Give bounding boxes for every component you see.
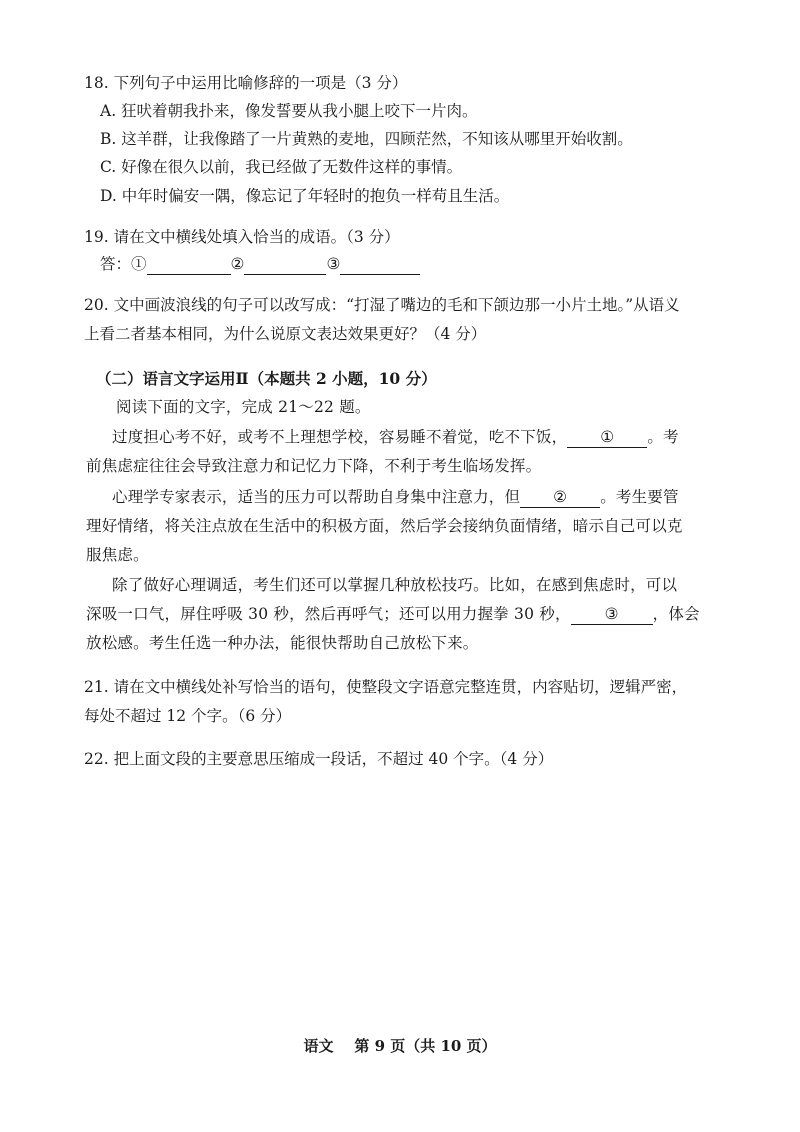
question-21-line-2: 每处不超过 12 个字。（6 分） — [84, 707, 292, 725]
passage-p3-line-1: 除了做好心理调适，考生们还可以掌握几种放松技巧。比如，在感到焦虑时，可以 — [112, 576, 678, 594]
passage-text: ，体会 — [652, 605, 700, 623]
passage-text: 。考生要管 — [600, 488, 679, 506]
question-22-stem: 22. 把上面文段的主要意思压缩成一段话，不超过 40 个字。（4 分） — [84, 750, 554, 768]
section-2-intro: 阅读下面的文字，完成 21～22 题。 — [116, 398, 371, 416]
answer-prefix: 答： — [100, 255, 132, 273]
passage-text: 过度担心考不好，或考不上理想学校，容易睡不着觉，吃不下饭， — [112, 428, 568, 446]
answer-mark-1: ① — [131, 255, 147, 273]
question-21-line-1: 21. 请在文中横线处补写恰当的语句，使整段文字语意完整连贯，内容贴切，逻辑严密， — [84, 678, 688, 696]
answer-mark-3: ③ — [326, 255, 341, 273]
passage-p2-line-3: 服焦虑。 — [86, 546, 149, 564]
section-2-title: （二）语言文字运用Ⅱ（本题共 2 小题，10 分） — [96, 369, 437, 388]
answer-blank-1 — [147, 257, 231, 275]
question-19-answer-line — [100, 257, 420, 275]
footer-subject: 语文 — [303, 1037, 334, 1055]
question-20-line-2: 上看二者基本相同，为什么说原文表达效果更好？（4 分） — [84, 325, 487, 343]
page-footer — [0, 1039, 800, 1054]
passage-p2-line-1 — [112, 490, 679, 508]
question-18-stem: 18. 下列句子中运用比喻修辞的一项是（3 分） — [84, 74, 408, 92]
question-18-option-d: D. 中年时偏安一隅，像忘记了年轻时的抱负一样苟且生活。 — [100, 187, 510, 205]
answer-mark-2: ② — [230, 255, 245, 273]
passage-p1-line-1 — [112, 430, 679, 448]
passage-text: 深吸一口气，屏住呼吸 30 秒，然后再呼气；还可以用力握拳 30 秒， — [86, 605, 571, 623]
passage-blank-1: ① — [567, 430, 647, 448]
answer-blank-2 — [244, 257, 326, 275]
footer-page-number: 第 9 页（共 10 页） — [354, 1037, 497, 1055]
question-18-option-b: B. 这羊群，让我像踏了一片黄熟的麦地，四顾茫然，不知该从哪里开始收割。 — [100, 130, 633, 148]
passage-text: 。考 — [647, 428, 679, 446]
passage-p3-line-2 — [86, 607, 700, 625]
passage-p1-line-2: 前焦虑症往往会导致注意力和记忆力下降，不利于考生临场发挥。 — [86, 457, 542, 475]
answer-blank-3 — [340, 257, 420, 275]
passage-p3-line-3: 放松感。考生任选一种办法，能很快帮助自己放松下来。 — [86, 634, 479, 652]
question-19-stem: 19. 请在文中横线处填入恰当的成语。（3 分） — [84, 228, 400, 246]
passage-p2-line-2: 理好情绪，将关注点放在生活中的积极方面，然后学会接纳负面情绪，暗示自己可以克 — [86, 517, 683, 535]
passage-blank-2: ② — [520, 490, 600, 508]
question-20-line-1: 20. 文中画波浪线的句子可以改写成：“打湿了嘴边的毛和下颌边那一小片土地。”从语义 — [84, 296, 680, 314]
question-18-option-c: C. 好像在很久以前，我已经做了无数件这样的事情。 — [100, 158, 463, 176]
passage-text: 心理学专家表示，适当的压力可以帮助自身集中注意力，但 — [112, 488, 521, 506]
passage-blank-3: ③ — [571, 607, 653, 625]
question-18-option-a: A. 狂吠着朝我扑来，像发誓要从我小腿上咬下一片肉。 — [100, 102, 478, 120]
